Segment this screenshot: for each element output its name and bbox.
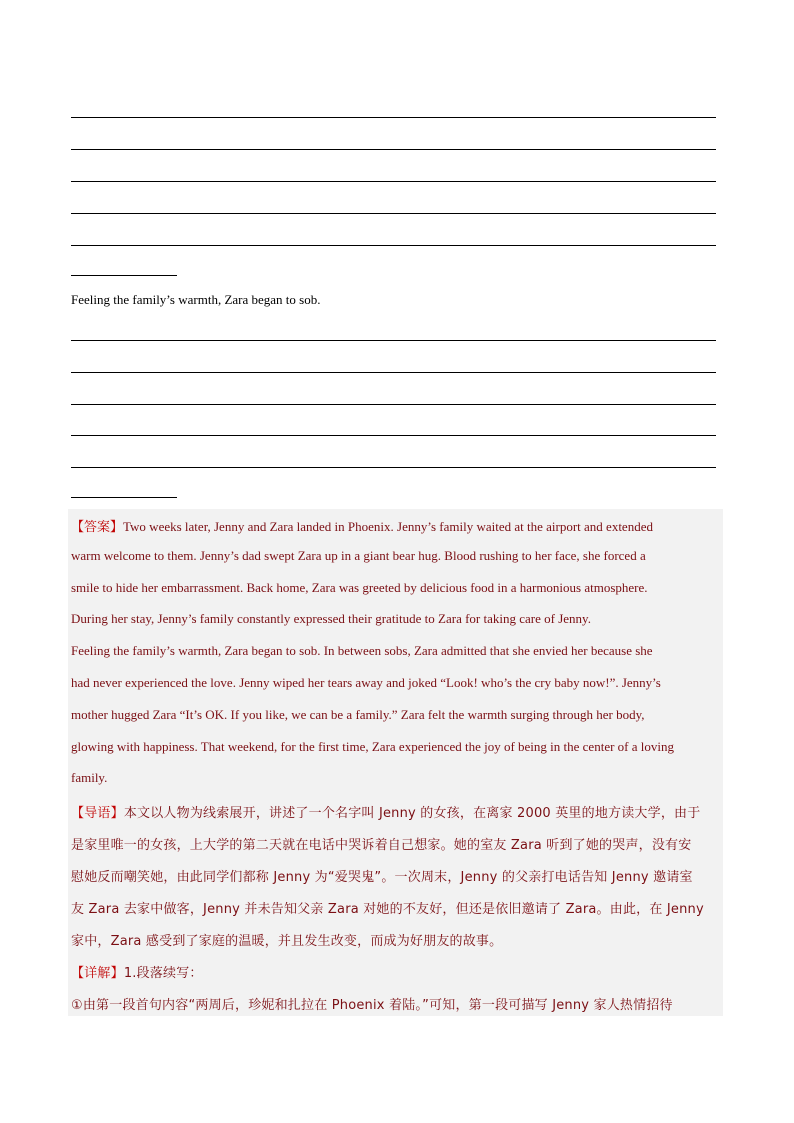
writing-line <box>71 149 716 150</box>
answer-line: warm welcome to them. Jenny’s dad swept Zara up in a giant bear hug. Blood rushing to her face, she forced a <box>71 548 646 563</box>
writing-line <box>71 181 716 182</box>
writing-line <box>71 404 716 405</box>
guide-line: 慰她反而嘲笑她，由此同学们都称 Jenny 为“爱哭鬼”。一次周末，Jenny 的父亲打电话告知 Jenny 邀请室 <box>71 870 693 885</box>
guide-line: 家中，Zara 感受到了家庭的温暖，并且发生改变，而成为好朋友的故事。 <box>71 934 503 949</box>
paragraph-prompt: Feeling the family’s warmth, Zara began to sob. <box>71 292 321 307</box>
writing-line-short <box>71 275 177 276</box>
answer-line: had never experienced the love. Jenny wiped her tears away and joked “Look! who’s the cry baby now!”. Jenny’s <box>71 675 661 690</box>
writing-line <box>71 117 716 118</box>
answer-line: Feeling the family’s warmth, Zara began to sob. In between sobs, Zara admitted that she envied her because she <box>71 643 653 658</box>
answer-line: glowing with happiness. That weekend, for the first time, Zara experienced the joy of being in the center of a loving <box>71 739 674 754</box>
writing-line <box>71 340 716 341</box>
writing-line <box>71 372 716 373</box>
writing-line <box>71 435 716 436</box>
answer-line: smile to hide her embarrassment. Back home, Zara was greeted by delicious food in a harmonious atmosphere. <box>71 580 648 595</box>
answer-line: During her stay, Jenny’s family constantly expressed their gratitude to Zara for taking care of Jenny. <box>71 611 591 626</box>
answer-line: 【答案】Two weeks later, Jenny and Zara landed in Phoenix. Jenny’s family waited at the airport and extended <box>71 519 653 535</box>
detail-label: 【详解】 <box>71 966 124 981</box>
writing-line-short <box>71 497 177 498</box>
guide-line: 是家里唯一的女孩，上大学的第二天就在电话中哭诉着自己想家。她的室友 Zara 听到了她的哭声，没有安 <box>71 838 692 853</box>
guide-line: 【导语】本文以人物为线索展开，讲述了一个名字叫 Jenny 的女孩，在离家 2000 英里的地方读大学，由于 <box>71 806 701 821</box>
writing-line <box>71 467 716 468</box>
guide-line: 友 Zara 去家中做客，Jenny 并未告知父亲 Zara 对她的不友好，但还是依旧邀请了 Zara。由此，在 Jenny <box>71 902 704 917</box>
answer-line: family. <box>71 770 108 785</box>
guide-label: 【导语】 <box>71 806 124 821</box>
answer-line: mother hugged Zara “It’s OK. If you like, we can be a family.” Zara felt the warmth surging through her body, <box>71 707 645 722</box>
detail-line: ①由第一段首句内容“两周后，珍妮和扎拉在 Phoenix 着陆。”可知，第一段可描写 Jenny 家人热情招待 <box>71 998 673 1013</box>
writing-line <box>71 245 716 246</box>
answer-label: 【答案】 <box>71 520 124 535</box>
writing-line <box>71 213 716 214</box>
detail-line: 【详解】1.段落续写： <box>71 966 203 981</box>
